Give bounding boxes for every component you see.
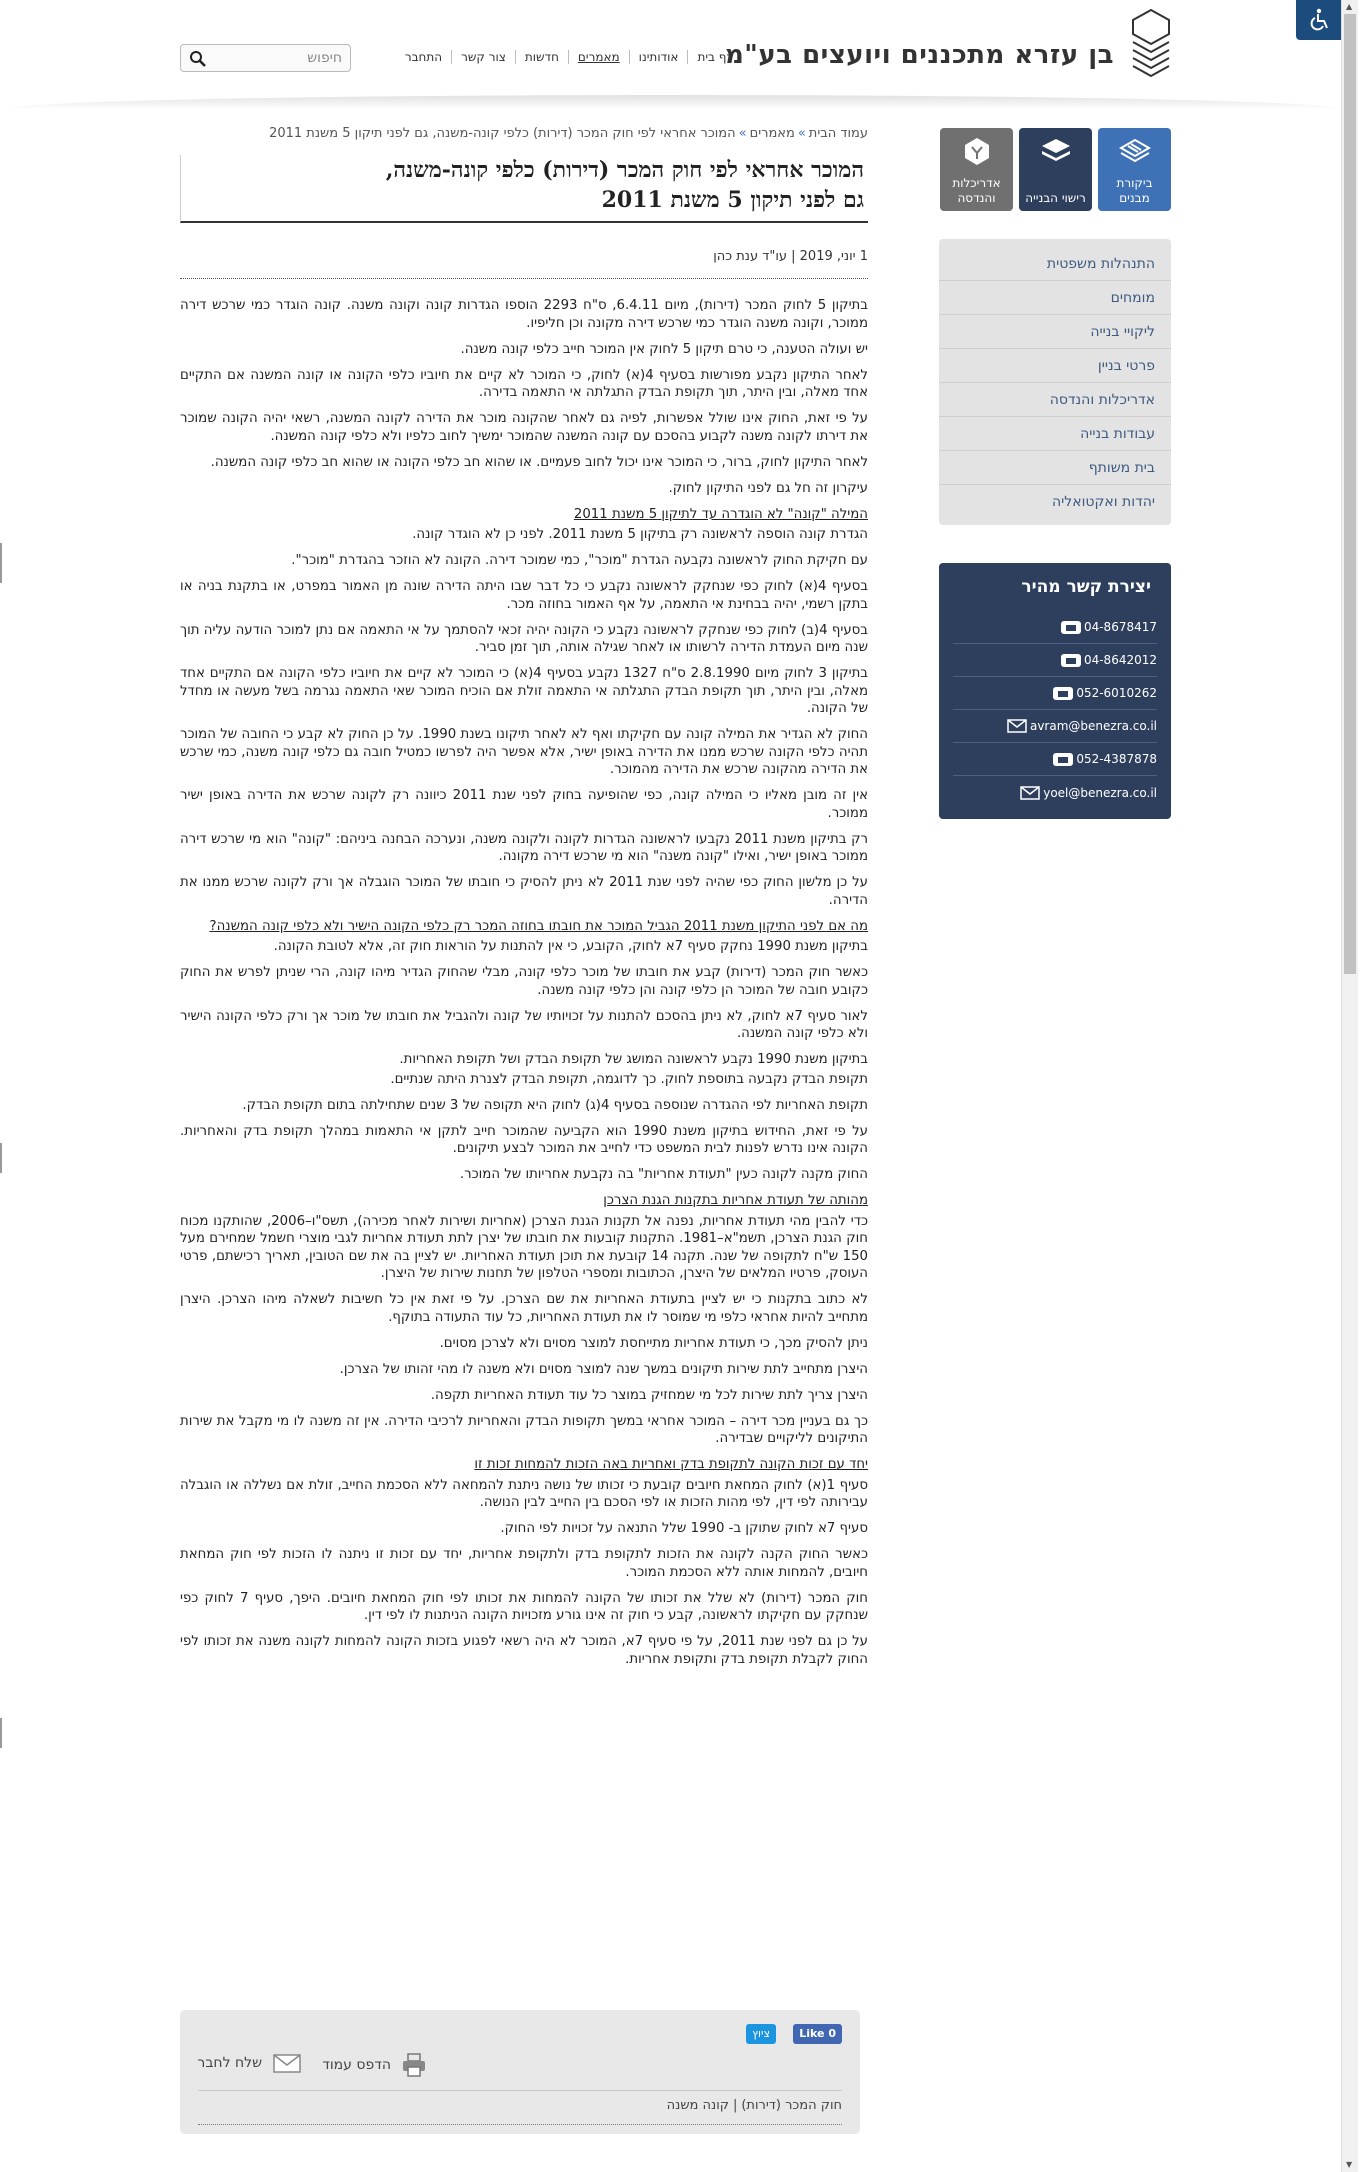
nav-news[interactable]: חדשות [515,50,568,64]
breadcrumb-separator: » [797,126,806,141]
scroll-thumb[interactable] [1344,14,1356,974]
share-divider [198,2090,842,2091]
send-to-friend-button[interactable] [197,2052,302,2074]
envelope-icon [1004,717,1030,735]
side-menu-defects[interactable]: ליקויי בנייה [939,315,1171,349]
side-menu-works[interactable]: עבודות בנייה [939,417,1171,451]
tag-link[interactable]: קונה משנה [666,2098,729,2113]
share-bottom-rule [198,2124,842,2125]
nav-articles[interactable]: מאמרים [568,50,629,64]
article-paragraph: לאחר התיקון לחוק, ברור, כי המוכר אינו יכול לחוב פעמיים. או שהוא חב כלפי הקונה או שהוא חב כלפי קונה המשנה. [210,454,868,470]
tile-architecture-engineering[interactable] [940,128,1013,211]
phone-icon [1058,618,1084,636]
main-nav [396,50,742,64]
tag-link[interactable]: חוק המכר (דירות) [741,2098,842,2113]
contact-value: 04-8678417 [1083,620,1157,634]
article-paragraph: בסעיף 4(ב) לחוק כפי שנחקק לראשונה נקבע כי הקונה יהיה זכאי להסתמך על אי התאמה אם נתן למוכר הודעה עליה תוך שנה מיום העמדת הדירה לרשותו או לאחר שגילה אותה, תוך זמן סביר. [180,622,868,655]
article-paragraph: תקופת האחריות לפי ההגדרה שנוספה בסעיף 4(ג) לחוק היא תקופה של 3 שנים שתחילתה בתום תקופת הבדק. [242,1097,868,1113]
article-paragraph: על כן גם לפני שנת 2011, על פי סעיף 7א, המוכר לא היה רשאי לפגוע בזכות הקונה להמחות לקונה משנה את זכותו לפי החוק לקבלת תקופת בדק ותקופת אחריות. [180,1634,868,1667]
logo-stack-icon[interactable] [1129,8,1173,80]
sidebar [939,128,1171,819]
contact-row[interactable] [953,611,1157,644]
article-paragraph: היצרן צריך לתת שירות לכל מי שמחזיק במוצר כל עוד תעודת האחריות תקפה. [430,1387,868,1403]
page-title-box [180,155,868,223]
hexagon-icon [961,136,993,166]
send-label: שלח לחבר [197,2055,262,2071]
edge-mark [0,1143,2,1173]
facebook-like-button[interactable]: Like 0 [793,2024,842,2044]
contact-row[interactable] [953,776,1157,809]
breadcrumb-section[interactable]: מאמרים [749,126,795,141]
article-paragraph: כאשר חוק המכר (דירות) קבע את חובתו של מוכר כלפי קונה, מבלי שהחוק הגדיר מיהו קונה, הרי שניתן לפרש את החוק כקובע חובה של המוכר הן כלפי קונה והן כלפי קונה משנה. [180,965,868,998]
scroll-down-arrow-icon[interactable]: ▼ [1346,2160,1353,2169]
phone-icon [1050,684,1076,702]
quick-contact [939,563,1171,819]
stack-icon [1040,136,1072,166]
article-paragraph: אין זה מובן מאליו כי המילה קונה, כפי שהופיעה בחוק לפני שנת 2011 כיוונה רק לקונה שרכש את הדירה באופן ישיר ממוכר. [180,788,869,821]
article-paragraph: בתיקון משנת 1990 נחקק סעיף 7א לחוק, הקובע, כי אין להתנות על הוראות חוק זה, אלא לטובת הקונה. [273,939,868,954]
tag-separator: | [732,2098,738,2113]
article-paragraph: החוק מקנה לקונה כעין "תעודת אחריות" בה נקבעת אחריותו של המוכר. [459,1167,868,1182]
article-paragraph: על פי זאת, החידוש בתיקון משנת 1990 הוא הקביעה שהמוכר חייב לתקן אי התאמות במהלך תקופת בדק והאחריות. הקונה אינו נדרש לפנות לבית המשפט כדי לחייב את המוכר לבצע תיקונים. [180,1123,868,1156]
phone-icon [1050,750,1076,768]
quick-contact-title: יצירת קשר מהיר [1021,577,1151,597]
page-scrollbar[interactable] [1341,0,1358,2172]
article-paragraph: רק בתיקון משנת 2011 נקבעו לראשונה הגדרות לקונה ולקונה משנה, ונערכה הבחנה ביניהם: "קונה" הוא מי שרכש דירה ממוכר באופן ישיר, ואילו "קונה משנה" הוא מי שרכש דירה מקונה. [180,831,869,864]
print-button[interactable] [322,2052,427,2078]
contact-value: 04-8642012 [1083,653,1157,667]
side-menu-details[interactable]: פרטי בניין [939,349,1171,383]
article-paragraph: יש ועולה הטענה, כי טרם תיקון 5 לחוק אין המוכר חייב כלפי קונה משנה. [460,341,868,357]
article-subheading: מהותה של תעודת אחריות בתקנות הגנת הצרכן [603,1193,868,1208]
article-body [180,297,868,1668]
wheelchair-icon [1308,8,1332,32]
edge-mark [0,543,2,583]
printer-icon [401,2052,427,2078]
article-paragraph: כאשר החוק הקנה לקונה את הזכות לתקופת בדק ולתקופת אחריות, יחד עם זכות זו ניתנה לו הזכות לפי חוק המחאת חיובים, להמחות אותה ללא הסכמת המוכר. [180,1547,868,1580]
article-subheading: מה אם לפני התיקון משנת 2011 הגביל המוכר את חובתו בחוזה המכר רק כלפי הקונה הישיר ולא כלפי קונה המשנה? [209,918,868,934]
article-paragraph: חוק המכר (דירות) לא שלל את זכותו של הקונה להמחות את זכותו לפי חוק המחאת חיובים. היפך, סעיף 7 לחוק כפי שנחקק עם חקיקתו לראשונה, קבע כי חוק זה אינו גורע מזכויות הקונה הניתנות לו לפי דין. [180,1590,868,1623]
side-menu-experts[interactable]: מומחים [939,281,1171,315]
side-menu-legal[interactable]: התנהלות משפטית [939,247,1171,281]
side-menu-architecture[interactable]: אדריכלות והנדסה [939,383,1171,417]
article-paragraph: היצרן מתחייב לתת שירות תיקונים במשך שנה למוצר מסוים ולא משנה לו מהי זהותו של הצרכן. [339,1361,868,1377]
article-paragraph: תקופת הבדק נקבעה בתוספת לחוק. כך לדוגמה, תקופת הבדק לצנרת היתה שנתיים. [390,1071,868,1087]
contact-row[interactable] [953,710,1157,743]
article-paragraph: כדי להבין מהי תעודת אחריות, נפנה אל תקנות הגנת הצרכן (אחריות ושירות לאחר מכירה), תשס"ו–2006, שהותקנו מכוח חוק הגנת הצרכן, תשמ"א–1981. התקנות קובעות את חובתו של יצרן לתת תעודת אחריות לגבי מוצרי חשמל שמחירם מעל 150 ש"ח לתקופה של שנה. תקנה 14 קובעת את תוכן תעודת האחריות. יש לציין בה את שם הטובין, תאריך רכישתם, פרטי העוסק, פרטיו המלאים של היצרן, הכתובות ומספרי הטלפון של תחנות שירות של היצרן. [180,1213,869,1281]
contact-value: 052-6010262 [1076,686,1157,700]
page-title [181,155,864,215]
breadcrumb-current: המוכר אחראי לפי חוק המכר (דירות) כלפי קונה-משנה, גם לפני תיקון 5 משנת 2011 [269,126,736,141]
article-tags [667,2098,842,2113]
contact-row[interactable] [953,677,1157,710]
article-paragraph: כך גם בעניין מכר דירה – המוכר אחראי במשך תקופות הבדק והאחריות לרכיבי הדירה. אין זה משנה לו מי מקבל את שירות התיקונים לליקויים שבדירה. [180,1413,868,1446]
envelope-icon [272,2052,302,2074]
brand-name[interactable]: בן עזרא מתכננים ויועצים בע"מ [724,40,1114,70]
page-title-line: המוכר אחראי לפי חוק המכר (דירות) כלפי קונה-משנה, [385,157,864,183]
article-subheading: יחד עם זכות הקונה לתקופת בדק ואחריות באה הזכות להמחות זכות זו [474,1457,868,1472]
category-tiles [939,128,1171,211]
article-paragraph: עיקרון זה חל גם לפני התיקון לחוק. [668,480,868,496]
contact-row[interactable] [953,743,1157,776]
share-box [180,2010,860,2134]
article-paragraph: לא כתוב בתקנות כי יש לציין בתעודת האחריות את שם הצרכן. על פי זאת אין כל חשיבות לשאלה מיהו הצרכן. היצרן מתחייב להיות אחראי כלפי מי שמוסר לו את תעודת האחריות, כל עוד התעודה בתוקף. [180,1292,868,1325]
search-icon[interactable] [189,50,207,68]
fax-icon [1058,651,1084,669]
nav-about[interactable]: אודותינו [629,50,688,64]
article-content [180,123,868,1677]
print-label: הדפס עמוד [322,2057,391,2073]
breadcrumb [180,123,868,145]
page-title-line: גם לפני תיקון 5 משנת 2011 [601,187,864,213]
nav-home[interactable]: דף בית [687,50,742,64]
accessibility-button[interactable] [1296,0,1342,40]
nav-contact[interactable]: צור קשר [451,50,515,64]
tile-label: רישוי הבנייה [1025,191,1086,205]
contact-row[interactable] [953,644,1157,677]
article-paragraph: על פי זאת, החוק אינו שולל אפשרות, לפיה גם לאחר שהקונה מוכר את הדירה לקונה המשנה, רשאי יהיה הקונה שמוכר את דירתו לקונה משנה לקבוע בהסכם עם קונה המשנה שהמוכר ימשיך לחוב כלפיו ולא כלפי קונה המשנה. [180,411,868,444]
scroll-up-arrow-icon[interactable]: ▲ [1346,2,1353,11]
search-box [180,44,351,72]
layers-icon [1119,136,1151,166]
article-paragraph: החוק לא הגדיר את המילה קונה עם חקיקתו ואף לא לאחר תיקונו בשנת 1990. על כן החוק לא קבע כי החובה של המוכר תהיה כלפי הקונה שרכש ממנו את הדירה באופן ישיר, אלא אפשר היה לפרשו כמטיל חובה גם כלפי קונה משנה, כמי שרכש את הדירה מהקונה שרכש את הדירה מהמוכר. [180,727,868,777]
tile-building-inspection[interactable] [1098,128,1171,211]
tile-building-licensing[interactable] [1019,128,1092,211]
tweet-button[interactable]: ציוץ [746,2024,776,2044]
envelope-icon [1017,784,1043,802]
side-menu-judaism[interactable]: יהדות ואקטואליה [1052,494,1155,510]
article-paragraph: לאור סעיף 7א לחוק, לא ניתן בהסכם להתנות על זכויותיו של קונה ולהגביל את חובתו של מוכר אך ורק כלפי הקונה הישיר ולא כלפי קונה המשנה. [180,1008,868,1041]
article-paragraph: בתיקון 3 לחוק מיום 2.8.1990 ס"ח 1327 נקבע בסעיף 4(א) כי המוכר לא קיים את חיוביו כלפי הקונה אם התקיים אחד מאלה, ובין היתר, תוך תקופת הבדק התגלתה אי התאמה זולת אם הוכיח המוכר שאי התאמה נגרמה בשל מעשה או מחדל של הקונה. [180,666,868,716]
article-paragraph: הגדרת קונה הוספה לראשונה רק בתיקון 5 משנת 2011. לפני כן לא הוגדר קונה. [412,527,868,542]
search-input[interactable] [222,49,342,67]
article-paragraph: בתיקון משנת 1990 נקבע לראשונה המושג של תקופת הבדק ושל תקופת האחריות. [399,1052,868,1067]
side-menu-condo[interactable]: בית משותף [939,451,1171,485]
article-paragraph: ניתן להסיק מכך, כי תעודת אחריות מתייחסת למוצר מסוים ולא לצרכן מסוים. [439,1335,868,1351]
nav-login[interactable]: התחבר [404,50,443,64]
contact-value: yoel@benezra.co.il [1043,785,1157,800]
edge-mark [0,1718,2,1748]
breadcrumb-separator: » [738,126,747,141]
article-paragraph: עם חקיקת החוק לראשונה נקבעה הגדרת "מוכר", כמי שמוכר דירה. הקונה לא הוזכר בהגדרת "מוכר". [291,553,868,568]
article-paragraph: בסעיף 4(א) לחוק כפי שנחקק לראשונה נקבע כי כל דבר שבו היתה הדירה שונה מן האמור במפרט, או בתקנת בניה או בתקן רשמי, יהיה בבחינת אי התאמה, על אף האמור בחוזה מכר. [180,579,868,612]
article-paragraph: לאחר התיקון נקבע מפורשות בסעיף 4(א) לחוק, כי המוכר לא קיים את חיוביו כלפי הקונה או קונה המשנה אם התקיים אחד מאלה, ובין היתר, תוך תקופת הבדק התגלתה אי התאמה בדירה. [180,367,868,400]
tile-label: אדריכלות והנדסה [952,176,1001,205]
contact-value: 052-4387878 [1076,752,1157,766]
article-paragraph: סעיף 1(א) לחוק המחאת חיובים קובעת כי זכותו של נושה ניתנת להמחאה ללא הסכמת החייב, זולת אם נשללה או הוגבלה עבירותה לפי דין, לפי מהות הזכות או לפי הסכם בין החייב לבין הנושה. [180,1477,868,1510]
breadcrumb-home[interactable]: עמוד הבית [808,126,868,141]
article-meta: 1 יוני, 2019 | עו"ד ענת כהן [180,249,868,279]
side-menu [939,239,1171,525]
article-subheading: המילה "קונה" לא הוגדרה עד לתיקון 5 משנת 2011 [573,506,868,522]
contact-value: avram@benezra.co.il [1029,719,1157,733]
article-paragraph: בתיקון 5 לחוק המכר (דירות), מיום 6.4.11, ס"ח 2293 הוספו הגדרות קונה וקונה משנה. קונה הוגדר כמי שרכש דירה ממוכר, וקונה משנה הוגדר כמי שרכש דירה מקונה וכן חליפיו. [180,298,868,331]
article-paragraph: על כן מלשון החוק כפי שהיה לפני שנת 2011 לא ניתן להסיק כי חובתו של המוכר הוגבלה אך ורק לקונה שרכש ממנו את הדירה. [180,875,868,908]
tile-label: ביקורת מבנים [1116,176,1153,205]
article-paragraph: סעיף 7א לחוק שתוקן ב- 1990 שלל התנאה על זכויות לפי החוק. [500,1521,868,1536]
